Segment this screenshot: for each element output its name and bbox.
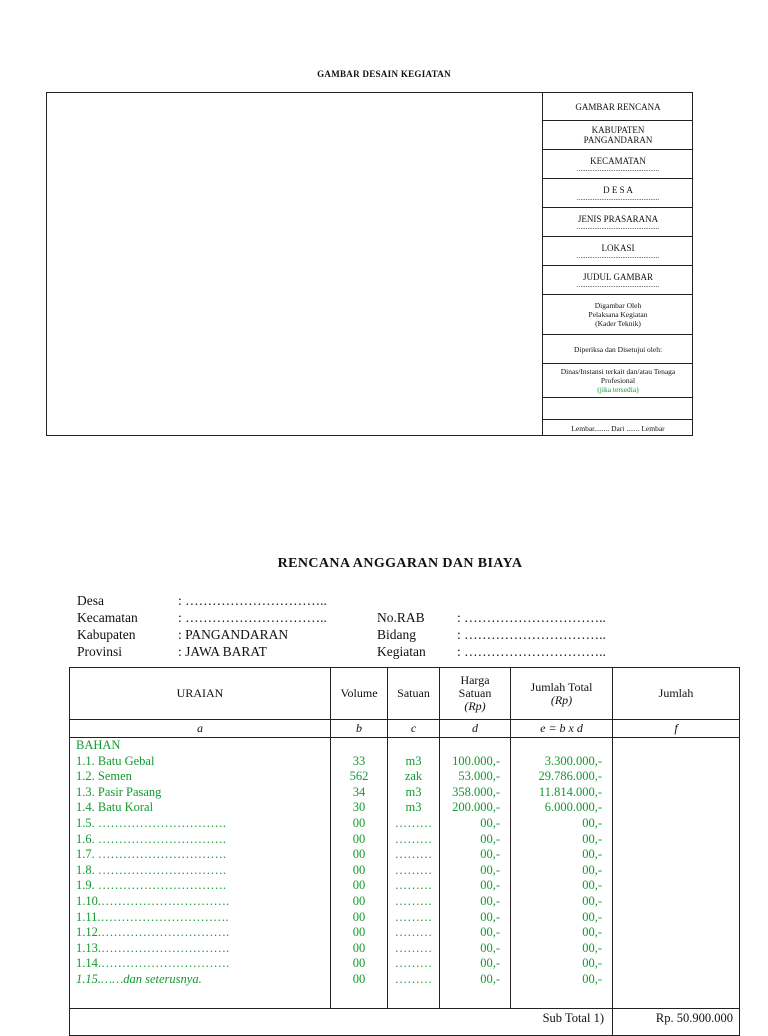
item-total: 6.000.000,-: [544, 800, 602, 815]
item-harga: 00,-: [480, 909, 500, 924]
header-jumlah: Jumlah: [613, 668, 740, 720]
subtotal-row: [70, 1009, 740, 1036]
item-uraian: 1.12.………………………….: [76, 925, 230, 940]
header-jumlah-total-line2: (Rp): [550, 692, 573, 707]
item-uraian: 1.14.………………………….: [76, 956, 230, 971]
item-volume: 00: [352, 956, 366, 971]
item-satuan: ………: [394, 971, 433, 986]
item-total: 00,-: [582, 878, 602, 893]
item-volume: 00: [352, 893, 366, 908]
header-harga-line1: Harga: [460, 673, 490, 687]
digambar-line3: (Kader Teknik): [595, 319, 641, 328]
info-value-bidang: : …………………………..: [457, 627, 606, 642]
diperiksa-label: Diperiksa dan Disetujui oleh:: [573, 344, 663, 354]
letter-a: a: [70, 720, 331, 738]
info-label-kegiatan: Kegiatan: [377, 644, 426, 659]
letter-d: d: [440, 720, 511, 738]
cell-gambar-rencana: [543, 93, 693, 121]
info-value-provinsi: : JAWA BARAT: [178, 644, 267, 659]
jumlah-column: [613, 738, 740, 1009]
item-volume: 34: [352, 784, 366, 799]
item-uraian: 1.9. ………………………….: [76, 878, 226, 893]
info-value-kecamatan: : …………………………..: [178, 610, 327, 625]
item-volume: 00: [352, 925, 366, 940]
letter-c: c: [388, 720, 440, 738]
item-total: 00,-: [582, 940, 602, 955]
drawing-frame: [46, 92, 693, 436]
info-label-provinsi: Provinsi: [77, 644, 123, 659]
item-total: 00,-: [582, 862, 602, 877]
satuan-column: [388, 738, 440, 1009]
digambar-line2: Pelaksana Kegiatan: [588, 310, 648, 319]
table-body-row: [70, 738, 740, 1009]
lokasi-label: LOKASI: [601, 243, 635, 253]
lokasi-dots: ...............................................: [576, 252, 660, 260]
letter-f: f: [613, 720, 740, 738]
item-volume: 00: [352, 847, 366, 862]
item-total: 00,-: [582, 971, 602, 986]
subtotal-label: Sub Total 1): [70, 1009, 613, 1036]
item-total: 00,-: [582, 925, 602, 940]
item-total: 29.786.000,-: [538, 769, 602, 784]
item-harga: 53.000,-: [458, 769, 500, 784]
design-page-title: GAMBAR DESAIN KEGIATAN: [317, 69, 451, 79]
volume-column: [331, 738, 388, 1009]
jenis-prasarana-dots: ...............................................: [576, 223, 660, 231]
uraian-column: [70, 738, 331, 1009]
cell-jenis-prasarana: [543, 208, 693, 237]
info-label-kecamatan: Kecamatan: [77, 610, 138, 625]
item-uraian: 1.2. Semen: [76, 769, 132, 784]
item-total: 00,-: [582, 909, 602, 924]
kecamatan-label: KECAMATAN: [590, 156, 646, 166]
info-value-kabupaten: : PANGANDARAN: [178, 627, 289, 642]
item-volume: 30: [352, 800, 366, 815]
item-volume: 00: [352, 909, 366, 924]
item-harga: 00,-: [480, 831, 500, 846]
table-letter-row: [70, 720, 740, 738]
item-harga: 00,-: [480, 862, 500, 877]
item-satuan: ………: [394, 815, 433, 830]
harga-column: [440, 738, 511, 1009]
item-harga: 00,-: [480, 847, 500, 862]
item-harga: 00,-: [480, 878, 500, 893]
judul-gambar-label: JUDUL GAMBAR: [583, 272, 653, 282]
header-harga-satuan: [440, 668, 511, 720]
desa-label: D E S A: [603, 185, 633, 195]
item-uraian: 1.8. ………………………….: [76, 862, 226, 877]
letter-e: e = b x d: [511, 720, 613, 738]
item-uraian: 1.3. Pasir Pasang: [76, 784, 162, 799]
header-harga-line3: (Rp): [464, 699, 486, 713]
cell-dinas: [543, 364, 693, 398]
rab-table: [69, 667, 740, 1036]
info-label-no-rab: No.RAB: [377, 610, 425, 625]
letter-b: b: [331, 720, 388, 738]
item-volume: 562: [349, 769, 369, 784]
desa-dots: ...............................................: [576, 194, 660, 202]
digambar-line1: Digambar Oleh: [594, 301, 642, 310]
item-uraian: 1.10.………………………….: [76, 893, 230, 908]
header-satuan: Satuan: [388, 668, 440, 720]
info-label-desa: Desa: [77, 593, 104, 608]
subtotal-value: Rp. 50.900.000: [613, 1009, 740, 1036]
item-harga: 00,-: [480, 956, 500, 971]
item-uraian: 1.4. Batu Koral: [76, 800, 154, 815]
info-label-bidang: Bidang: [377, 627, 416, 642]
info-value-kegiatan: : …………………………..: [457, 644, 606, 659]
item-total: 00,-: [582, 956, 602, 971]
header-volume: Volume: [331, 668, 388, 720]
item-harga: 00,-: [480, 893, 500, 908]
item-satuan: ………: [394, 831, 433, 846]
total-column: [511, 738, 613, 1009]
item-total: 00,-: [582, 815, 602, 830]
section-bahan: BAHAN: [76, 738, 121, 752]
item-harga: 200.000,-: [452, 800, 500, 815]
item-satuan: ………: [394, 893, 433, 908]
item-volume: 00: [352, 862, 366, 877]
item-harga: 00,-: [480, 925, 500, 940]
kabupaten-label: KABUPATEN: [591, 125, 645, 135]
item-harga: 00,-: [480, 971, 500, 986]
item-satuan: ………: [394, 956, 433, 971]
item-satuan: ………: [394, 940, 433, 955]
item-uraian: 1.7. ………………………….: [76, 847, 226, 862]
cell-kecamatan: [543, 150, 693, 179]
table-header-row: [70, 668, 740, 720]
item-uraian: 1.6. ………………………….: [76, 831, 226, 846]
item-total: 3.300.000,-: [544, 753, 602, 768]
lembar-label: Lembar........ Dari ....... Lembar: [571, 423, 665, 433]
item-satuan: ………: [394, 847, 433, 862]
header-harga-line2: Satuan: [458, 686, 492, 700]
item-uraian: 1.13.………………………….: [76, 940, 230, 955]
item-volume: 33: [352, 753, 366, 768]
item-harga: 358.000,-: [452, 784, 500, 799]
info-value-desa: : …………………………..: [178, 593, 327, 608]
item-harga: 00,-: [480, 815, 500, 830]
item-volume: 00: [352, 878, 366, 893]
item-volume: 00: [352, 940, 366, 955]
item-satuan: ………: [394, 925, 433, 940]
info-label-kabupaten: Kabupaten: [77, 627, 136, 642]
item-volume: 00: [352, 831, 366, 846]
item-total: 11.814.000,-: [538, 784, 602, 799]
cell-signature-blank: [543, 398, 693, 420]
item-uraian: 1.1. Batu Gebal: [76, 753, 155, 768]
rab-title: RENCANA ANGGARAN DAN BIAYA: [277, 556, 523, 571]
item-volume: 00: [352, 815, 366, 830]
cell-kabupaten: [543, 121, 693, 150]
item-uraian: 1.11.………………………….: [76, 909, 229, 924]
info-value-no-rab: : …………………………..: [457, 610, 606, 625]
judul-gambar-dots: ...............................................: [576, 281, 660, 289]
item-total: 00,-: [582, 847, 602, 862]
item-satuan: ………: [394, 862, 433, 877]
item-satuan: ………: [394, 909, 433, 924]
header-jumlah-total: [511, 668, 613, 720]
item-volume: 00: [352, 971, 366, 986]
kecamatan-dots: ...............................................: [576, 165, 660, 173]
cell-judul-gambar: [543, 266, 693, 295]
gambar-rencana-label: GAMBAR RENCANA: [575, 101, 661, 112]
item-harga: 00,-: [480, 940, 500, 955]
cell-desa: [543, 179, 693, 208]
item-satuan: m3: [405, 753, 422, 768]
item-total: 00,-: [582, 893, 602, 908]
item-uraian: 1.15.……dan seterusnya.: [76, 971, 202, 986]
item-satuan: m3: [405, 800, 422, 815]
dinas-line2: Profesional: [600, 376, 636, 385]
cell-lembar: [543, 420, 693, 436]
cell-digambar-oleh: [543, 295, 693, 335]
header-jumlah-total-line1: Jumlah Total: [530, 679, 593, 694]
title-block: [542, 93, 693, 435]
kabupaten-value: PANGANDARAN: [583, 135, 653, 145]
dinas-line1: Dinas/Instansi terkait dan/atau Tenaga: [560, 367, 676, 376]
dinas-line3: (jika tersedia): [597, 385, 639, 394]
cell-diperiksa: [543, 335, 693, 364]
jenis-prasarana-label: JENIS PRASARANA: [577, 214, 659, 224]
item-total: 00,-: [582, 831, 602, 846]
item-satuan: zak: [404, 769, 423, 784]
item-uraian: 1.5. ………………………….: [76, 815, 226, 830]
item-satuan: ………: [394, 878, 433, 893]
item-harga: 100.000,-: [452, 753, 500, 768]
cell-lokasi: [543, 237, 693, 266]
item-satuan: m3: [405, 784, 422, 799]
header-uraian: URAIAN: [70, 668, 331, 720]
